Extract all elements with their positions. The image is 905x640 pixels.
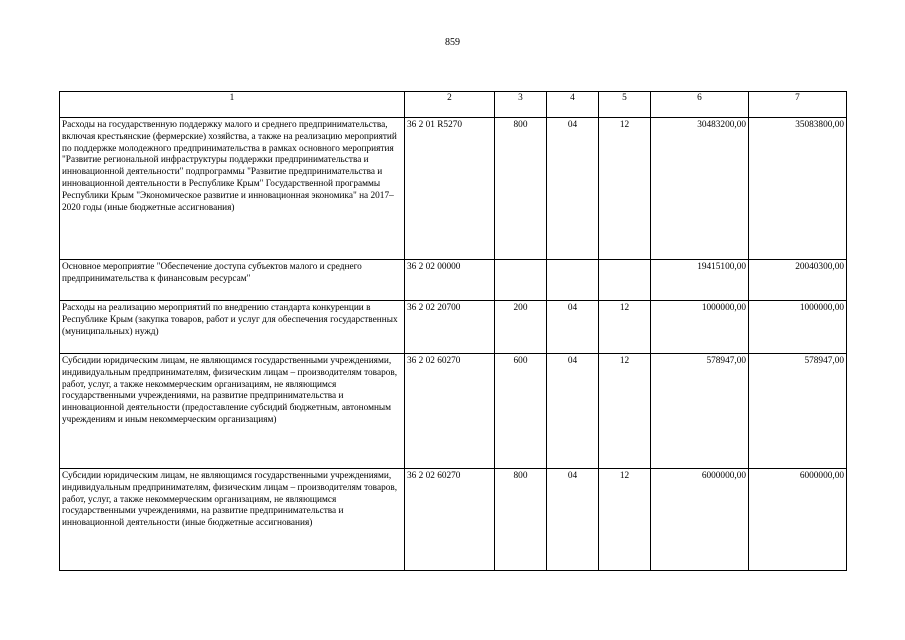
row-col3: 800 — [495, 469, 547, 571]
row-col3: 600 — [495, 354, 547, 469]
row-name: Субсидии юридическим лицам, не являющимся государственными учреждениями, индивидуальным предпринимателям, физическим лицам – производителям товаров, работ, услуг, а также некоммерческим организациям, не являющимся государственными учреждениями, на развитие предпринимательства и инновационной деятельности (предоставление субсидий бюджетным, автономным учреждениям и иным некоммерческим организациям) — [60, 354, 405, 469]
row-name: Расходы на реализацию мероприятий по внедрению стандарта конкуренции в Республике Крым (закупка товаров, работ и услуг для обеспечения государственных (муниципальных) нужд) — [60, 301, 405, 354]
row-col5: 12 — [599, 118, 651, 260]
row-name: Расходы на государственную поддержку малого и среднего предпринимательства, включая крестьянские (фермерские) хозяйства, а также на реализацию мероприятий по поддержке молодежного предпринимательства в рамках основного мероприятия "Развитие региональной инфраструктуры поддержки предпринимательства и инновационной деятельности" подпрограммы "Развитие предпринимательства и инновационной деятельности в Республике Крым" Государственной программы Республики Крым "Экономическое развитие и инновационная экономика" на 2017–2020 годы (иные бюджетные ассигнования) — [60, 118, 405, 260]
header-col-2: 2 — [405, 92, 495, 118]
row-col4 — [547, 260, 599, 301]
row-name: Субсидии юридическим лицам, не являющимся государственными учреждениями, индивидуальным предпринимателям, физическим лицам – производителям товаров, работ, услуг, а также некоммерческим организациям, не являющимся государственными учреждениями, на развитие предпринимательства и инновационной деятельности (иные бюджетные ассигнования) — [60, 469, 405, 571]
table-row — [60, 469, 847, 571]
table-row — [60, 118, 847, 260]
row-col5: 12 — [599, 354, 651, 469]
row-col5: 12 — [599, 301, 651, 354]
row-col3: 800 — [495, 118, 547, 260]
table-row — [60, 301, 847, 354]
row-amount-col6: 30483200,00 — [651, 118, 749, 260]
row-code: 36 2 02 60270 — [405, 354, 495, 469]
row-amount-col7: 35083800,00 — [749, 118, 847, 260]
table-row — [60, 354, 847, 469]
budget-table — [59, 91, 847, 571]
header-row — [60, 92, 847, 118]
row-code: 36 2 02 20700 — [405, 301, 495, 354]
row-col4: 04 — [547, 354, 599, 469]
row-col5: 12 — [599, 469, 651, 571]
row-code: 36 2 01 R5270 — [405, 118, 495, 260]
row-amount-col6: 1000000,00 — [651, 301, 749, 354]
header-col-7: 7 — [749, 92, 847, 118]
row-col4: 04 — [547, 301, 599, 354]
row-amount-col7: 1000000,00 — [749, 301, 847, 354]
row-col4: 04 — [547, 118, 599, 260]
row-amount-col7: 578947,00 — [749, 354, 847, 469]
header-col-5: 5 — [599, 92, 651, 118]
header-col-4: 4 — [547, 92, 599, 118]
row-amount-col6: 6000000,00 — [651, 469, 749, 571]
row-name: Основное мероприятие "Обеспечение доступа субъектов малого и среднего предпринимательства к финансовым ресурсам" — [60, 260, 405, 301]
row-col5 — [599, 260, 651, 301]
row-col3 — [495, 260, 547, 301]
header-col-1: 1 — [60, 92, 405, 118]
header-col-3: 3 — [495, 92, 547, 118]
row-code: 36 2 02 00000 — [405, 260, 495, 301]
row-amount-col6: 19415100,00 — [651, 260, 749, 301]
table-row — [60, 260, 847, 301]
row-amount-col7: 6000000,00 — [749, 469, 847, 571]
row-amount-col7: 20040300,00 — [749, 260, 847, 301]
row-col3: 200 — [495, 301, 547, 354]
row-amount-col6: 578947,00 — [651, 354, 749, 469]
row-code: 36 2 02 60270 — [405, 469, 495, 571]
row-col4: 04 — [547, 469, 599, 571]
header-col-6: 6 — [651, 92, 749, 118]
page-number: 859 — [445, 37, 460, 48]
